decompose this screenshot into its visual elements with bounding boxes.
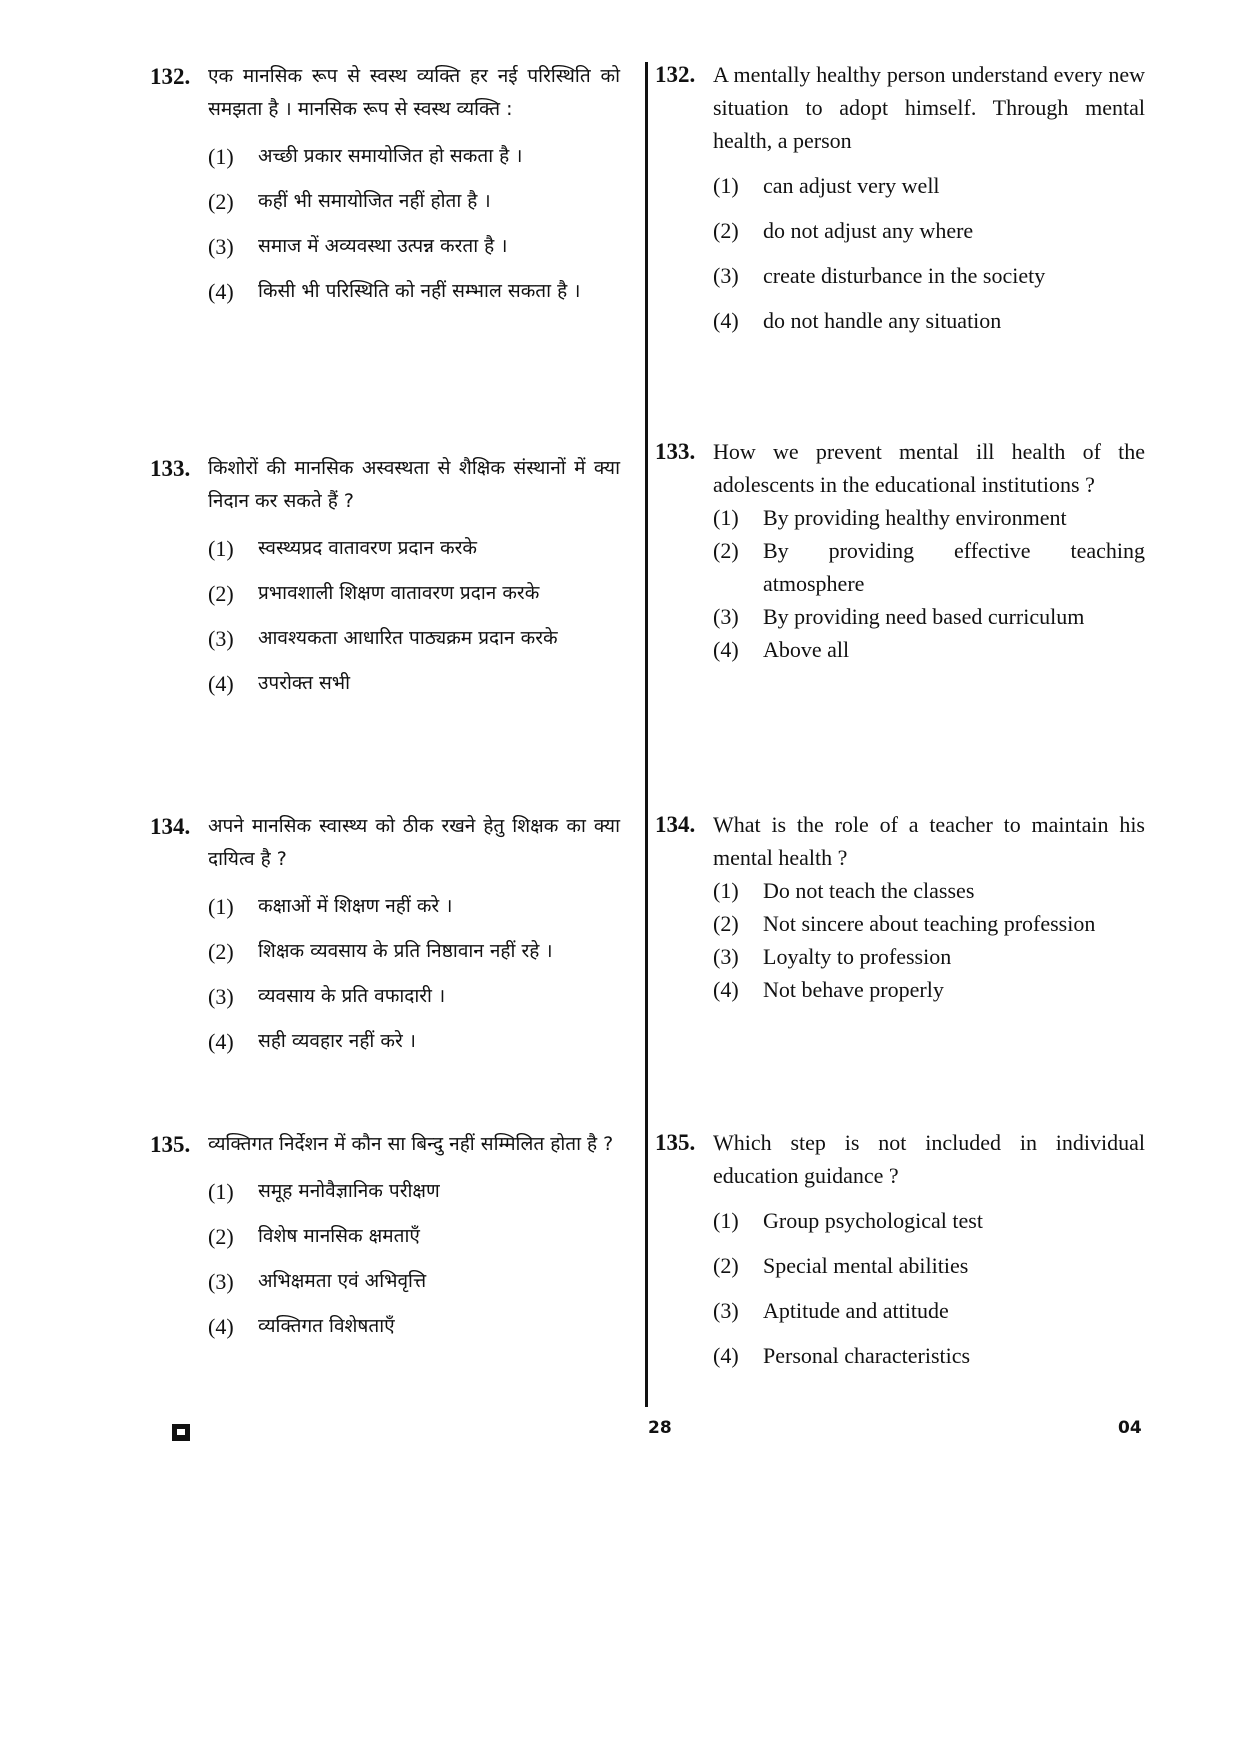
question-132-english (655, 58, 1145, 337)
option: (1) समूह मनोवैज्ञानिक परीक्षण (208, 1179, 440, 1204)
option: (4) किसी भी परिस्थिति को नहीं सम्भाल सकता है । (208, 279, 581, 304)
option: (3) आवश्यकता आधारित पाठ्यक्रम प्रदान करके (208, 626, 558, 651)
registration-mark-icon (172, 1424, 190, 1441)
option: (4) Personal characteristics (713, 1343, 971, 1368)
question-text: How we prevent mental ill health of the adolescents in the educational institutions ? (713, 439, 1145, 497)
column-divider (645, 62, 648, 1407)
option: (1) can adjust very well (713, 173, 940, 198)
question-number: 133. (150, 456, 191, 481)
option: (3) By providing need based curriculum (713, 604, 1085, 629)
option: (3) create disturbance in the society (713, 263, 1046, 288)
option: (4) Above all (713, 637, 850, 662)
option: (4) उपरोक्त सभी (208, 671, 351, 696)
question-133-english (655, 435, 1145, 666)
option: (3) व्यवसाय के प्रति वफादारी । (208, 984, 446, 1009)
option: (2) Special mental abilities (713, 1253, 969, 1278)
question-text: किशोरों की मानसिक अस्वस्थता से शैक्षिक संस्थानों में क्या निदान कर सकते हैं ? (208, 457, 620, 512)
question-135-english (655, 1126, 1145, 1372)
option: (2) प्रभावशाली शिक्षण वातावरण प्रदान करके (208, 581, 540, 606)
option: (1) By providing healthy environment (713, 505, 1067, 530)
question-number: 134. (655, 812, 696, 837)
question-text: What is the role of a teacher to maintain his mental health ? (713, 812, 1145, 870)
question-number: 135. (150, 1132, 191, 1157)
option: (4) व्यक्तिगत विशेषताएँ (208, 1314, 395, 1339)
option: (1) अच्छी प्रकार समायोजित हो सकता है । (208, 144, 523, 169)
option: (3) अभिक्षमता एवं अभिवृत्ति (208, 1269, 427, 1294)
question-134-english (655, 808, 1145, 1006)
page-number: 28 (648, 1418, 672, 1438)
option: (1) Group psychological test (713, 1208, 983, 1233)
question-number: 132. (150, 64, 191, 89)
question-text: व्यक्तिगत निर्देशन में कौन सा बिन्दु नहीं सम्मिलित होता है ? (208, 1133, 614, 1155)
question-number: 134. (150, 814, 191, 839)
question-text: A mentally healthy person understand every new situation to adopt himself. Through mental health, a person (713, 62, 1145, 153)
option: (2) कहीं भी समायोजित नहीं होता है । (208, 189, 491, 214)
option: (4) Not behave properly (713, 977, 944, 1002)
question-134-hindi (150, 810, 620, 1058)
option: (4) do not handle any situation (713, 308, 1002, 333)
question-135-hindi (150, 1128, 620, 1343)
option: (2) Not sincere about teaching profession (713, 911, 1096, 936)
option: (1) Do not teach the classes (713, 878, 975, 903)
question-number: 135. (655, 1130, 696, 1155)
option: (1) कक्षाओं में शिक्षण नहीं करे । (208, 894, 453, 919)
option: (2) By providing effective teaching atmosphere (713, 538, 1145, 596)
question-text: अपने मानसिक स्वास्थ्य को ठीक रखने हेतु शिक्षक का क्या दायित्व है ? (208, 815, 620, 870)
option: (3) समाज में अव्यवस्था उत्पन्न करता है । (208, 234, 508, 259)
option: (2) शिक्षक व्यवसाय के प्रति निष्ठावान नहीं रहे । (208, 939, 553, 964)
option: (4) सही व्यवहार नहीं करे । (208, 1029, 416, 1054)
question-number: 132. (655, 62, 696, 87)
booklet-code: 04 (1118, 1418, 1142, 1438)
question-text: एक मानसिक रूप से स्वस्थ व्यक्ति हर नई परिस्थिति को समझता है । मानसिक रूप से स्वस्थ व्यक्ति : (208, 65, 620, 120)
question-133-hindi (150, 452, 620, 700)
option: (2) विशेष मानसिक क्षमताएँ (208, 1224, 420, 1249)
option: (3) Aptitude and attitude (713, 1298, 949, 1323)
question-132-hindi (150, 60, 620, 308)
option: (1) स्वस्थ्यप्रद वातावरण प्रदान करके (208, 536, 477, 561)
option: (3) Loyalty to profession (713, 944, 952, 969)
question-number: 133. (655, 439, 696, 464)
question-text: Which step is not included in individual education guidance ? (713, 1130, 1145, 1188)
option: (2) do not adjust any where (713, 218, 974, 243)
